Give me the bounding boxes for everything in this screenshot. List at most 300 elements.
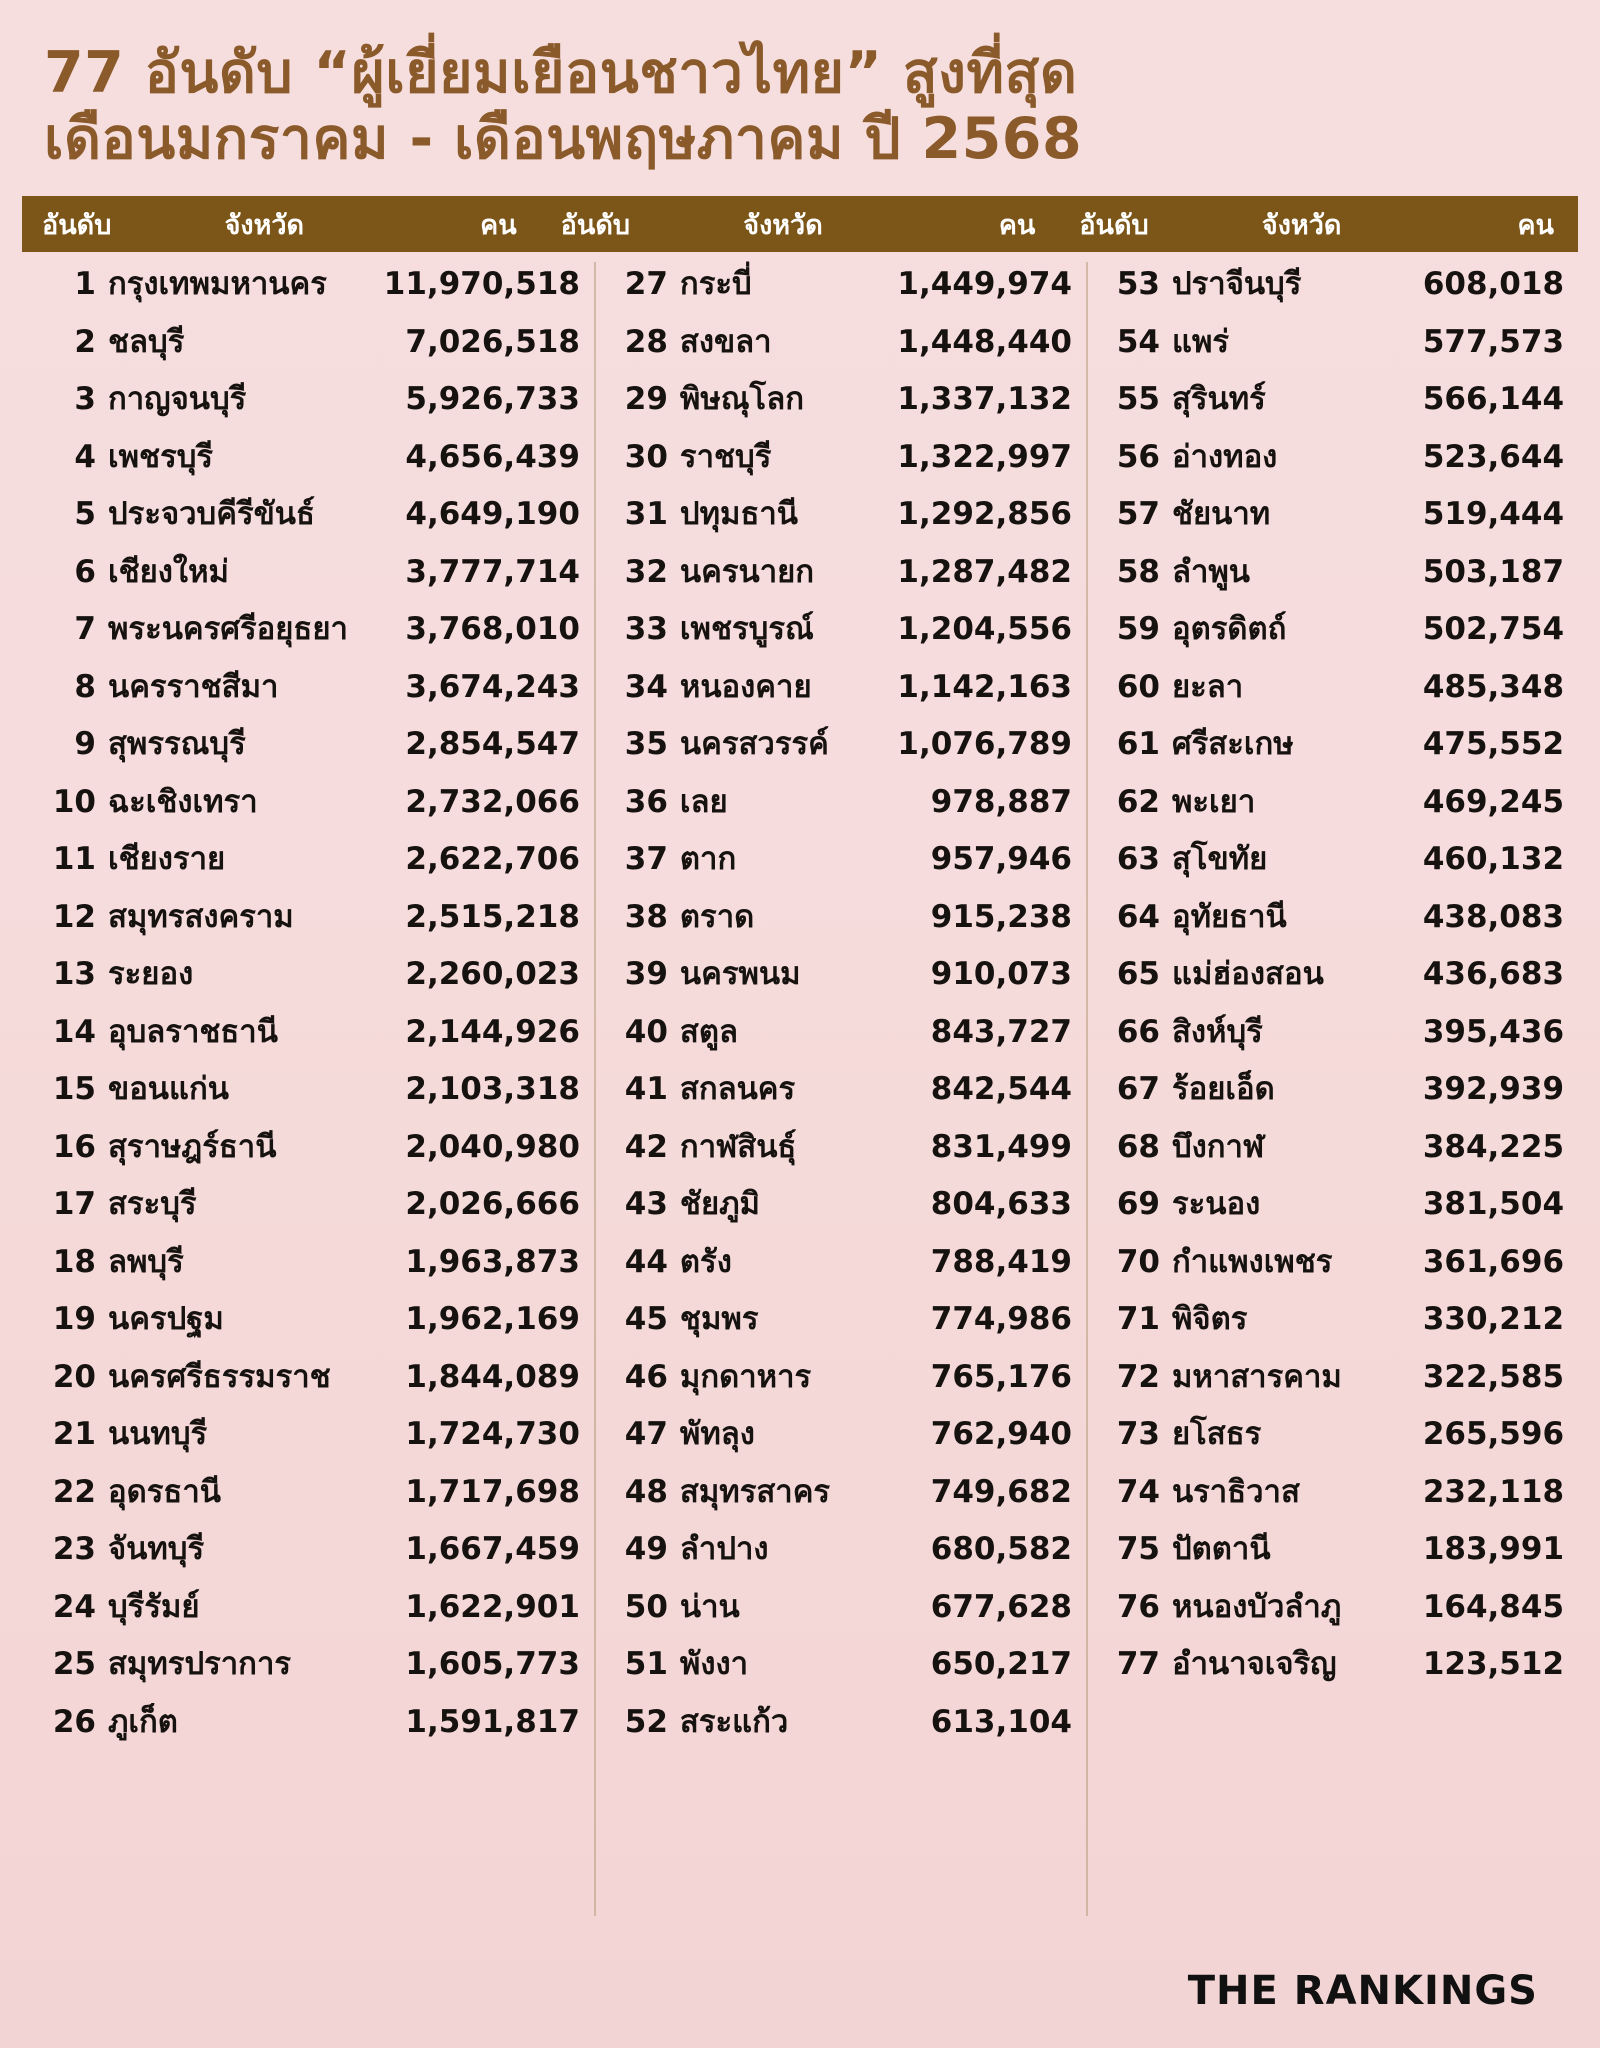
row-province: สุโขทัย: [1171, 841, 1268, 878]
row-rank: 36: [624, 783, 668, 820]
row-rank: 46: [624, 1358, 668, 1395]
table-row: [602, 316, 1078, 374]
table-row: [30, 488, 586, 546]
row-value: 978,887: [930, 783, 1072, 820]
brand-label: THE RANKINGS: [1187, 1968, 1538, 2014]
row-rank: 67: [1116, 1071, 1160, 1108]
row-rank: 74: [1116, 1473, 1160, 1510]
row-rank: 57: [1116, 496, 1160, 533]
row-province: อุบลราชธานี: [108, 1013, 278, 1050]
table-row: [1094, 1236, 1570, 1294]
table-row: [1094, 258, 1570, 316]
table-row: [1094, 891, 1570, 949]
row-rank: 13: [52, 956, 96, 993]
row-province: ลำปาง: [679, 1531, 769, 1568]
row-rank: 73: [1116, 1416, 1160, 1453]
row-province: พะเยา: [1171, 783, 1256, 820]
row-rank: 42: [624, 1128, 668, 1165]
row-province: ราชบุรี: [679, 438, 772, 475]
row-value: 3,777,714: [405, 553, 580, 590]
header-rank-1: อันดับ: [42, 209, 112, 241]
row-province: นครราชสีมา: [108, 668, 279, 705]
row-province: สตูล: [679, 1013, 738, 1050]
row-value: 831,499: [930, 1128, 1072, 1165]
row-province: สงขลา: [679, 323, 772, 360]
row-province: นครปฐม: [108, 1301, 224, 1338]
row-province: สระแก้ว: [679, 1703, 789, 1740]
table-row: [1094, 1408, 1570, 1466]
row-value: 1,142,163: [897, 668, 1072, 705]
row-province: ขอนแก่น: [108, 1071, 229, 1108]
row-value: 485,348: [1422, 668, 1565, 705]
row-rank: 7: [74, 611, 96, 648]
row-rank: 49: [624, 1531, 668, 1568]
row-province: ตรัง: [679, 1243, 732, 1280]
row-rank: 45: [624, 1301, 668, 1338]
row-rank: 66: [1116, 1013, 1160, 1050]
table-row: [602, 891, 1078, 949]
row-value: 1,591,817: [405, 1703, 580, 1740]
row-province: อำนาจเจริญ: [1171, 1646, 1337, 1683]
row-value: 1,449,974: [897, 266, 1072, 303]
row-rank: 63: [1116, 841, 1160, 878]
row-province: จันทบุรี: [108, 1531, 205, 1568]
row-value: 1,717,698: [405, 1473, 580, 1510]
table-row: [602, 373, 1078, 431]
row-rank: 75: [1116, 1531, 1160, 1568]
table-header-group-2: [541, 203, 1060, 246]
table-row: [1094, 1351, 1570, 1409]
row-value: 774,986: [930, 1301, 1072, 1338]
row-value: 503,187: [1422, 553, 1565, 590]
row-rank: 28: [624, 323, 668, 360]
row-value: 5,926,733: [405, 381, 580, 418]
table-row: [602, 1581, 1078, 1639]
row-value: 1,287,482: [897, 553, 1072, 590]
row-province: แม่ฮ่องสอน: [1171, 956, 1324, 993]
row-rank: 59: [1116, 611, 1160, 648]
row-province: สมุทรสาคร: [679, 1473, 831, 1510]
table-row: [30, 776, 586, 834]
table-column-2: [594, 258, 1086, 1956]
table-row: [602, 661, 1078, 719]
header-rank-3: อันดับ: [1079, 209, 1149, 241]
row-province: บุรีรัมย์: [108, 1588, 200, 1625]
table-row: [602, 1178, 1078, 1236]
row-rank: 38: [624, 898, 668, 935]
row-rank: 4: [74, 438, 96, 475]
table-row: [602, 1063, 1078, 1121]
row-value: 2,026,666: [405, 1186, 580, 1223]
table-row: [1094, 603, 1570, 661]
row-province: นครศรีธรรมราช: [108, 1358, 331, 1395]
table-row: [602, 1236, 1078, 1294]
table-row: [1094, 661, 1570, 719]
row-value: 265,596: [1422, 1416, 1565, 1453]
table-row: [1094, 776, 1570, 834]
row-province: กรุงเทพมหานคร: [108, 266, 327, 303]
table-row: [602, 1466, 1078, 1524]
row-value: 384,225: [1422, 1128, 1565, 1165]
row-rank: 37: [624, 841, 668, 878]
row-rank: 26: [52, 1703, 96, 1740]
table-row: [1094, 1121, 1570, 1179]
table-row: [1094, 431, 1570, 489]
row-rank: 68: [1116, 1128, 1160, 1165]
row-rank: 35: [624, 726, 668, 763]
table-row: [30, 1581, 586, 1639]
row-value: 749,682: [930, 1473, 1072, 1510]
row-rank: 18: [52, 1243, 96, 1280]
row-value: 1,724,730: [405, 1416, 580, 1453]
row-province: พิจิตร: [1171, 1301, 1248, 1338]
row-rank: 2: [74, 323, 96, 360]
row-rank: 48: [624, 1473, 668, 1510]
row-value: 1,962,169: [405, 1301, 580, 1338]
row-rank: 14: [52, 1013, 96, 1050]
row-province: พัทลุง: [679, 1416, 755, 1453]
table-row: [1094, 1006, 1570, 1064]
table-row: [30, 833, 586, 891]
row-rank: 19: [52, 1301, 96, 1338]
row-rank: 24: [52, 1588, 96, 1625]
row-province: สุรินทร์: [1171, 381, 1266, 418]
table-row: [30, 1466, 586, 1524]
row-province: หนองบัวลำภู: [1171, 1588, 1342, 1625]
header-people-2: คน: [998, 209, 1036, 241]
row-rank: 43: [624, 1186, 668, 1223]
row-province: ลำพูน: [1171, 553, 1250, 590]
row-value: 842,544: [930, 1071, 1072, 1108]
row-rank: 62: [1116, 783, 1160, 820]
row-value: 2,040,980: [405, 1128, 580, 1165]
table-row: [602, 833, 1078, 891]
table-row: [30, 1696, 586, 1754]
table-row: [1094, 488, 1570, 546]
row-value: 2,622,706: [405, 841, 580, 878]
row-province: ชัยนาท: [1171, 496, 1271, 533]
row-value: 566,144: [1422, 381, 1565, 418]
row-rank: 64: [1116, 898, 1160, 935]
row-rank: 10: [52, 783, 96, 820]
row-value: 915,238: [930, 898, 1072, 935]
row-value: 2,854,547: [405, 726, 580, 763]
row-rank: 51: [624, 1646, 668, 1683]
row-value: 765,176: [930, 1358, 1072, 1395]
row-province: อุดรธานี: [108, 1473, 221, 1510]
table-row: [30, 431, 586, 489]
table-row: [30, 1236, 586, 1294]
row-province: เพชรบูรณ์: [679, 611, 814, 648]
row-province: อ่างทอง: [1171, 438, 1278, 475]
row-value: 3,674,243: [405, 668, 580, 705]
table-row: [1094, 316, 1570, 374]
row-province: สมุทรปราการ: [108, 1646, 292, 1683]
row-rank: 34: [624, 668, 668, 705]
table-row: [1094, 1523, 1570, 1581]
row-value: 395,436: [1422, 1013, 1565, 1050]
row-province: ปัตตานี: [1171, 1531, 1271, 1568]
header-people-3: คน: [1517, 209, 1555, 241]
table-row: [602, 258, 1078, 316]
row-rank: 9: [74, 726, 96, 763]
row-rank: 12: [52, 898, 96, 935]
row-value: 1,667,459: [405, 1531, 580, 1568]
row-value: 123,512: [1422, 1646, 1565, 1683]
table-row: [30, 1293, 586, 1351]
row-province: อุตรดิตถ์: [1171, 611, 1287, 648]
row-province: กำแพงเพชร: [1171, 1243, 1333, 1280]
row-rank: 58: [1116, 553, 1160, 590]
table-row: [1094, 546, 1570, 604]
row-value: 1,605,773: [405, 1646, 580, 1683]
table-row: [1094, 948, 1570, 1006]
row-value: 2,515,218: [405, 898, 580, 935]
row-province: ปทุมธานี: [679, 496, 798, 533]
table-row: [602, 546, 1078, 604]
row-value: 608,018: [1422, 266, 1565, 303]
table-column-3: [1086, 258, 1578, 1956]
row-province: ร้อยเอ็ด: [1171, 1071, 1275, 1108]
row-value: 804,633: [930, 1186, 1072, 1223]
row-province: นครพนม: [679, 956, 801, 993]
row-value: 1,622,901: [405, 1588, 580, 1625]
table-row: [602, 603, 1078, 661]
row-province: สระบุรี: [108, 1186, 197, 1223]
row-province: ยะลา: [1171, 668, 1244, 705]
row-value: 1,204,556: [897, 611, 1072, 648]
row-province: ระนอง: [1171, 1186, 1261, 1223]
row-value: 1,844,089: [405, 1358, 580, 1395]
table-row: [30, 603, 586, 661]
row-province: สมุทรสงคราม: [108, 898, 294, 935]
row-rank: 8: [74, 668, 96, 705]
row-rank: 69: [1116, 1186, 1160, 1223]
row-value: 1,963,873: [405, 1243, 580, 1280]
row-value: 381,504: [1422, 1186, 1565, 1223]
row-province: นครสวรรค์: [679, 726, 829, 763]
table-row: [30, 316, 586, 374]
row-province: กระบี่: [679, 266, 752, 303]
row-rank: 32: [624, 553, 668, 590]
table-header-group-3: [1059, 203, 1578, 246]
row-value: 502,754: [1422, 611, 1565, 648]
row-rank: 65: [1116, 956, 1160, 993]
row-province: ตาก: [679, 841, 737, 878]
row-value: 438,083: [1422, 898, 1565, 935]
row-rank: 31: [624, 496, 668, 533]
row-province: หนองคาย: [679, 668, 812, 705]
row-rank: 1: [74, 266, 96, 303]
row-province: พังงา: [679, 1646, 749, 1683]
row-value: 469,245: [1422, 783, 1565, 820]
row-province: ประจวบคีรีขันธ์: [108, 496, 315, 533]
row-province: มหาสารคาม: [1171, 1358, 1342, 1395]
row-rank: 70: [1116, 1243, 1160, 1280]
row-province: ศรีสะเกษ: [1171, 726, 1294, 763]
row-rank: 17: [52, 1186, 96, 1223]
row-province: กาญจนบุรี: [108, 381, 247, 418]
row-value: 2,260,023: [405, 956, 580, 993]
row-value: 460,132: [1422, 841, 1565, 878]
row-value: 2,103,318: [405, 1071, 580, 1108]
footer: [22, 1956, 1578, 2038]
table-header-bar: [22, 196, 1578, 252]
row-value: 164,845: [1422, 1588, 1565, 1625]
header-province-2: จังหวัด: [743, 209, 823, 241]
row-province: เลย: [679, 783, 728, 820]
row-rank: 27: [624, 266, 668, 303]
row-value: 2,732,066: [405, 783, 580, 820]
row-rank: 5: [74, 496, 96, 533]
row-value: 232,118: [1422, 1473, 1565, 1510]
table-row: [602, 1121, 1078, 1179]
table-row: [602, 488, 1078, 546]
table-row: [602, 776, 1078, 834]
row-province: ชุมพร: [679, 1301, 759, 1338]
row-province: สกลนคร: [679, 1071, 796, 1108]
row-rank: 47: [624, 1416, 668, 1453]
table-row: [1094, 1178, 1570, 1236]
table-row: [602, 1006, 1078, 1064]
row-province: มุกดาหาร: [679, 1358, 812, 1395]
row-rank: 39: [624, 956, 668, 993]
row-value: 762,940: [930, 1416, 1072, 1453]
row-province: เชียงราย: [108, 841, 226, 878]
table-row: [30, 258, 586, 316]
row-value: 4,656,439: [405, 438, 580, 475]
title-block: [22, 34, 1578, 182]
header-rank-2: อันดับ: [560, 209, 631, 241]
row-value: 577,573: [1422, 323, 1565, 360]
header-people-1: คน: [480, 209, 517, 241]
table-row: [30, 1178, 586, 1236]
table-row: [30, 661, 586, 719]
row-province: สิงห์บุรี: [1171, 1013, 1263, 1050]
row-rank: 20: [52, 1358, 96, 1395]
row-value: 436,683: [1422, 956, 1565, 993]
table-row: [602, 1638, 1078, 1696]
row-rank: 56: [1116, 438, 1160, 475]
row-province: เพชรบุรี: [108, 438, 214, 475]
row-value: 843,727: [930, 1013, 1072, 1050]
row-value: 11,970,518: [383, 266, 580, 303]
table-row: [602, 1523, 1078, 1581]
row-value: 1,076,789: [897, 726, 1072, 763]
row-rank: 25: [52, 1646, 96, 1683]
table-row: [30, 891, 586, 949]
row-rank: 21: [52, 1416, 96, 1453]
row-province: กาฬสินธุ์: [679, 1128, 797, 1165]
table-row: [1094, 1466, 1570, 1524]
row-value: 330,212: [1422, 1301, 1565, 1338]
row-rank: 76: [1116, 1588, 1160, 1625]
row-value: 322,585: [1422, 1358, 1565, 1395]
row-province: ระยอง: [108, 956, 194, 993]
row-value: 2,144,926: [405, 1013, 580, 1050]
row-province: ปราจีนบุรี: [1171, 266, 1302, 303]
row-rank: 55: [1116, 381, 1160, 418]
row-rank: 53: [1116, 266, 1160, 303]
row-value: 4,649,190: [405, 496, 580, 533]
row-province: ยโสธร: [1171, 1416, 1262, 1453]
row-value: 1,448,440: [897, 323, 1072, 360]
table-row: [602, 1408, 1078, 1466]
row-rank: 50: [624, 1588, 668, 1625]
table-row: [30, 1638, 586, 1696]
row-rank: 71: [1116, 1301, 1160, 1338]
row-rank: 11: [52, 841, 96, 878]
row-value: 3,768,010: [405, 611, 580, 648]
row-province: สุราษฎร์ธานี: [108, 1128, 277, 1165]
row-province: ลพบุรี: [108, 1243, 184, 1280]
row-rank: 60: [1116, 668, 1160, 705]
table-row: [1094, 1063, 1570, 1121]
row-value: 677,628: [930, 1588, 1072, 1625]
row-province: ภูเก็ต: [108, 1703, 178, 1740]
table-row: [1094, 833, 1570, 891]
row-province: อุทัยธานี: [1171, 898, 1287, 935]
row-value: 788,419: [930, 1243, 1072, 1280]
table-row: [1094, 718, 1570, 776]
row-value: 1,292,856: [897, 496, 1072, 533]
table-header-group-1: [22, 203, 541, 246]
table-row: [1094, 1638, 1570, 1696]
table-row: [30, 1408, 586, 1466]
row-province: บึงกาฬ: [1171, 1128, 1265, 1165]
rankings-table: [22, 196, 1578, 1956]
table-row: [602, 948, 1078, 1006]
row-province: นราธิวาส: [1171, 1473, 1300, 1510]
row-value: 910,073: [930, 956, 1072, 993]
table-row: [30, 1006, 586, 1064]
table-row: [30, 1523, 586, 1581]
table-row: [30, 1351, 586, 1409]
row-province: ฉะเชิงเทรา: [108, 783, 258, 820]
row-province: แพร่: [1171, 323, 1230, 360]
table-row: [602, 718, 1078, 776]
row-rank: 22: [52, 1473, 96, 1510]
row-rank: 16: [52, 1128, 96, 1165]
table-row: [30, 1063, 586, 1121]
row-rank: 3: [74, 381, 96, 418]
row-province: ตราด: [679, 898, 755, 935]
table-row: [1094, 1293, 1570, 1351]
row-value: 475,552: [1422, 726, 1565, 763]
row-value: 523,644: [1422, 438, 1565, 475]
row-rank: 6: [74, 553, 96, 590]
table-row: [602, 1293, 1078, 1351]
row-province: สุพรรณบุรี: [108, 726, 246, 763]
row-province: พิษณุโลก: [679, 381, 804, 418]
row-rank: 33: [624, 611, 668, 648]
row-province: ชลบุรี: [108, 323, 185, 360]
row-value: 7,026,518: [405, 323, 580, 360]
row-province: นครนายก: [679, 553, 815, 590]
page-title-line-1: 77 อันดับ “ผู้เยี่ยมเยือนชาวไทย” สูงที่สุด: [44, 40, 1078, 106]
table-row: [30, 1121, 586, 1179]
row-value: 183,991: [1422, 1531, 1565, 1568]
row-rank: 41: [624, 1071, 668, 1108]
row-province: นนทบุรี: [108, 1416, 208, 1453]
row-value: 1,322,997: [897, 438, 1072, 475]
table-row: [30, 373, 586, 431]
header-province-1: จังหวัด: [224, 209, 305, 241]
row-province: พระนครศรีอยุธยา: [108, 611, 348, 648]
row-rank: 77: [1116, 1646, 1160, 1683]
row-province: เชียงใหม่: [108, 553, 229, 590]
table-row: [1094, 373, 1570, 431]
